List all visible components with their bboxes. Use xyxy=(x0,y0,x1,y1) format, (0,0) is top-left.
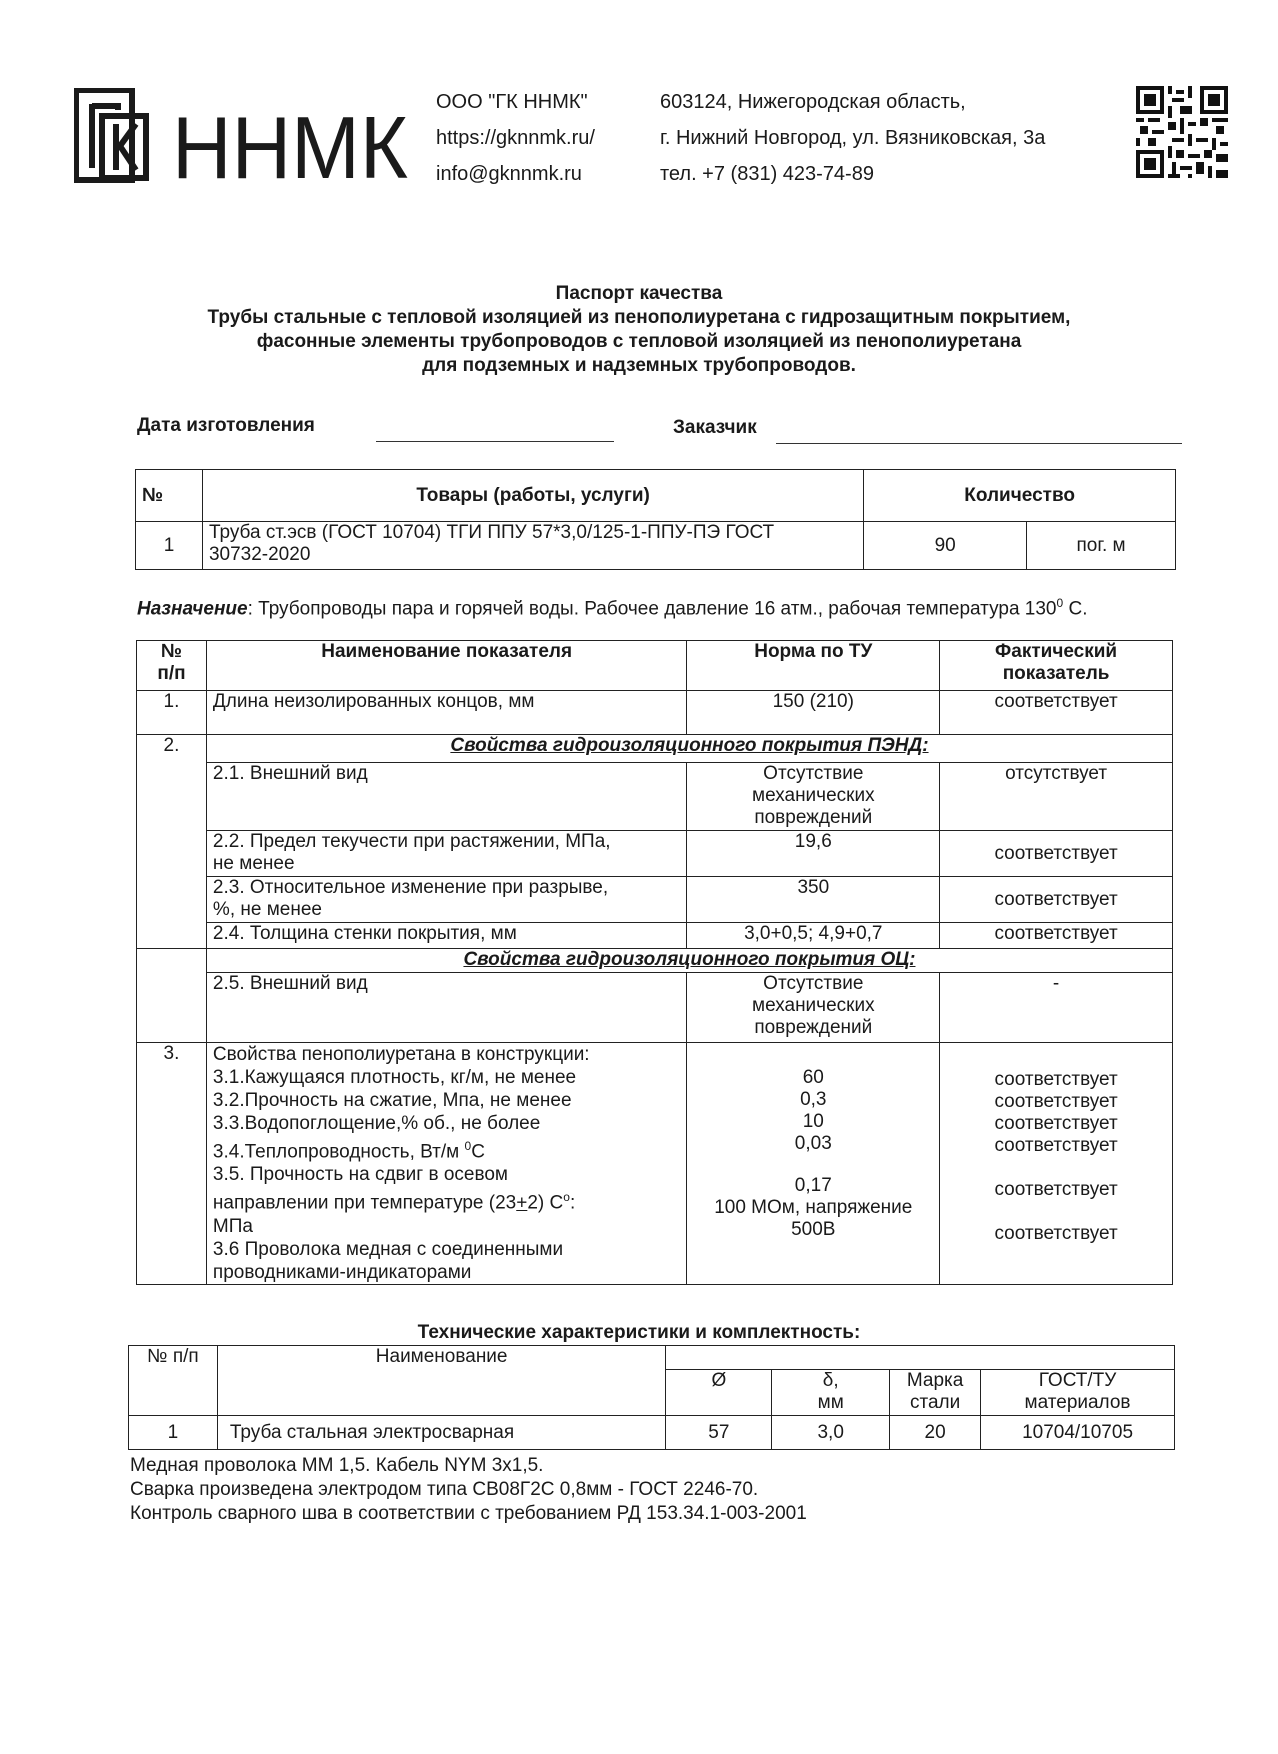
purpose-text: : Трубопроводы пара и горячей воды. Рабочее давление 16 атм., рабочая температура 130 xyxy=(247,598,1057,620)
tech-row-steel: 20 xyxy=(890,1416,981,1450)
header-line: материалов xyxy=(1024,1392,1131,1413)
purpose-label: Назначение xyxy=(137,598,248,620)
company-website[interactable]: https://gknnmk.ru/ xyxy=(436,127,595,149)
fact-line: соответствует xyxy=(994,1179,1118,1200)
spec-col-fact-2: показатель xyxy=(1002,663,1110,684)
norm-line: Отсутствие xyxy=(763,763,864,784)
tech-col-name: Наименование xyxy=(217,1346,666,1416)
name-line: 3.6 Проволока медная с соединенными xyxy=(212,1238,564,1260)
table-row xyxy=(137,1043,1173,1285)
tech-row-num: 1 xyxy=(129,1416,218,1450)
table-row xyxy=(137,831,1173,877)
name-line: не менее xyxy=(212,853,295,874)
name-text: : xyxy=(569,1192,576,1214)
section-title-oc: Свойства гидроизоляционного покрытия ОЦ: xyxy=(206,949,1172,973)
spec-row-fact: соответствует xyxy=(940,831,1173,877)
goods-row-name xyxy=(202,522,863,570)
spec-col-norm: Норма по ТУ xyxy=(687,641,940,691)
goods-row-num: 1 xyxy=(136,522,203,570)
col-goods-header: Товары (работы, услуги) xyxy=(202,470,863,522)
date-label: Дата изготовления xyxy=(137,415,315,436)
degree-sup: 0 xyxy=(464,1139,472,1153)
spec-row-fact xyxy=(940,1043,1173,1285)
norm-line: механических xyxy=(752,785,875,806)
name-line: МПа xyxy=(212,1215,253,1237)
spec-row-norm: 3,0+0,5; 4,9+0,7 xyxy=(687,923,940,949)
notes xyxy=(130,1454,807,1526)
spacer xyxy=(946,1043,1166,1069)
name-line: Свойства пенополиуретана в конструкции: xyxy=(212,1044,590,1065)
address-line-2: г. Нижний Новгород, ул. Вязниковская, 3а xyxy=(660,127,1046,149)
customer-label: Заказчик xyxy=(673,417,757,438)
tech-row-gost: 10704/10705 xyxy=(981,1416,1175,1450)
tech-row-diam: 57 xyxy=(666,1416,772,1450)
qr-code-icon xyxy=(1136,86,1228,178)
spec-row-fact: соответствует xyxy=(940,691,1173,735)
name-line: 3.5. Прочность на сдвиг в осевом xyxy=(212,1164,508,1186)
tech-col-num: № п/п xyxy=(129,1346,218,1416)
company-logo xyxy=(74,88,409,184)
customer-field[interactable] xyxy=(776,443,1182,444)
table-row xyxy=(137,691,1173,735)
name-line xyxy=(213,1186,680,1214)
company-phone: тел. +7 (831) 423-74-89 xyxy=(660,163,874,185)
spec-row-name xyxy=(206,877,686,923)
tech-table xyxy=(128,1345,1175,1450)
plusminus: + xyxy=(516,1192,528,1214)
spec-row-num: 1. xyxy=(137,691,207,735)
spec-row-norm: 19,6 xyxy=(687,831,940,877)
goods-name-line-1: Труба ст.эсв (ГОСТ 10704) ТГИ ППУ 57*3,0/125-1-ППУ-ПЭ ГОСТ xyxy=(208,522,775,543)
norm-line: 10 xyxy=(802,1111,824,1132)
table-row xyxy=(136,522,1176,570)
name-line xyxy=(213,1135,680,1163)
table-row xyxy=(137,923,1173,949)
spec-row-num: 3. xyxy=(137,1043,207,1285)
header-line: мм xyxy=(817,1392,844,1413)
spacer xyxy=(946,1157,1166,1179)
fact-line: соответствует xyxy=(994,1113,1118,1134)
norm-line: 0,3 xyxy=(800,1089,827,1110)
goods-row-qty: 90 xyxy=(864,522,1027,570)
title-line-4: для подземных и надземных трубопроводов. xyxy=(422,355,856,376)
goods-table xyxy=(135,469,1176,570)
header-line: стали xyxy=(909,1392,961,1413)
spec-table-header xyxy=(137,641,1173,691)
spec-table xyxy=(136,640,1173,1285)
spec-row-name: 2.5. Внешний вид xyxy=(206,973,686,1043)
spec-row-norm: 150 (210) xyxy=(687,691,940,735)
spec-row-fact: - xyxy=(940,973,1173,1043)
fact-line: соответствует xyxy=(994,1069,1118,1090)
section-header-oc xyxy=(137,949,1173,973)
tech-col-gost xyxy=(981,1370,1175,1416)
name-line: 3.2.Прочность на сжатие, Мпа, не менее xyxy=(212,1090,572,1111)
spec-row-name xyxy=(206,1043,686,1285)
spec-col-num-2: п/п xyxy=(157,663,186,684)
company-email[interactable]: info@gknnmk.ru xyxy=(436,163,582,185)
name-line: 2.2. Предел текучести при растяжении, МПа, xyxy=(212,831,611,852)
goods-name-line-2: 30732-2020 xyxy=(208,544,311,565)
tech-row-delta: 3,0 xyxy=(772,1416,890,1450)
norm-line: 500В xyxy=(791,1219,836,1240)
name-line: %, не менее xyxy=(212,899,322,920)
tech-row-name: Труба стальная электросварная xyxy=(217,1416,666,1450)
company-address xyxy=(660,84,1045,192)
norm-line: Отсутствие xyxy=(763,973,864,994)
spec-col-fact xyxy=(940,641,1173,691)
purpose-end: С. xyxy=(1063,598,1088,620)
spec-row-fact: соответствует xyxy=(940,877,1173,923)
spec-row-norm xyxy=(687,973,940,1043)
address-line-1: 603124, Нижегородская область, xyxy=(660,91,966,113)
col-num-header: № xyxy=(136,470,203,522)
spec-row-fact: соответствует xyxy=(940,923,1173,949)
table-row xyxy=(137,973,1173,1043)
norm-line: 60 xyxy=(802,1067,824,1088)
purpose-line xyxy=(137,596,1087,620)
spec-row-norm: 350 xyxy=(687,877,940,923)
tech-col-delta xyxy=(772,1370,890,1416)
company-name: ООО "ГК ННМК" xyxy=(436,91,588,113)
name-line: 3.3.Водопоглощение,% об., не более xyxy=(212,1113,541,1134)
name-text: 3.4.Теплопроводность, Вт/м xyxy=(212,1141,460,1163)
norm-line: повреждений xyxy=(754,1017,873,1038)
spacer xyxy=(693,1155,933,1175)
spec-row-name: 2.1. Внешний вид xyxy=(206,763,686,831)
purpose-degree: 0 xyxy=(1056,596,1064,610)
spec-col-num-1: № xyxy=(160,641,183,662)
name-line: проводниками-индикаторами xyxy=(212,1261,472,1283)
section-header-pe xyxy=(137,735,1173,763)
fact-line: соответствует xyxy=(994,1223,1118,1244)
header-line: δ, xyxy=(822,1370,839,1391)
table-row xyxy=(137,877,1173,923)
spec-row-name xyxy=(206,831,686,877)
spec-row-norm xyxy=(687,1043,940,1285)
tech-title: Технические характеристики и комплектность: xyxy=(417,1322,861,1343)
spec-col-fact-1: Фактический xyxy=(995,641,1118,662)
title-line-1: Паспорт качества xyxy=(555,283,723,304)
norm-line: 0,03 xyxy=(794,1133,832,1154)
tech-col-steel xyxy=(890,1370,981,1416)
spec-row-fact: отсутствует xyxy=(940,763,1173,831)
svg-text:ННМК: ННМК xyxy=(172,98,408,184)
name-text: С xyxy=(471,1141,485,1163)
spec-row-norm xyxy=(687,763,940,831)
title-line-2: Трубы стальные с тепловой изоляцией из пенополиуретана с гидрозащитным покрытием, xyxy=(207,307,1071,328)
tech-table-header-1 xyxy=(129,1346,1175,1370)
table-row xyxy=(129,1416,1175,1450)
norm-line: 100 МОм, напряжение xyxy=(714,1197,913,1218)
document-title xyxy=(0,282,1278,378)
note-line: Контроль сварного шва в соответствии с требованием РД 153.34.1-003-2001 xyxy=(130,1503,807,1524)
note-line: Медная проволока ММ 1,5. Кабель NYM 3х1,5. xyxy=(130,1455,544,1476)
spec-row-num-empty xyxy=(137,949,207,973)
fact-line: соответствует xyxy=(994,1135,1118,1156)
norm-line: механических xyxy=(752,995,875,1016)
spec-row-name: 2.4. Толщина стенки покрытия, мм xyxy=(206,923,686,949)
date-field[interactable] xyxy=(376,441,614,442)
table-row xyxy=(137,763,1173,831)
col-qty-header: Количество xyxy=(864,470,1176,522)
spec-col-num xyxy=(137,641,207,691)
degree-sup: о xyxy=(563,1190,570,1205)
spec-row-num: 2. xyxy=(137,735,207,949)
spacer xyxy=(946,1201,1166,1223)
name-line: 2.3. Относительное изменение при разрыве, xyxy=(212,877,609,898)
spec-row-name: Длина неизолированных концов, мм xyxy=(206,691,686,735)
title-line-3: фасонные элементы трубопроводов с тепловой изоляцией из пенополиуретана xyxy=(256,331,1022,352)
section-title-pe: Свойства гидроизоляционного покрытия ПЭНД: xyxy=(206,735,1172,763)
tech-col-diam: Ø xyxy=(666,1370,772,1416)
norm-line: 0,17 xyxy=(794,1175,832,1196)
header-line: ГОСТ/ТУ xyxy=(1038,1370,1117,1391)
norm-line: повреждений xyxy=(754,807,873,828)
tech-header-spacer xyxy=(666,1346,1175,1370)
spec-row-num-empty xyxy=(137,973,207,1043)
goods-table-header xyxy=(136,470,1176,522)
header-line: Марка xyxy=(906,1370,964,1391)
fact-line: соответствует xyxy=(994,1091,1118,1112)
name-text: 2) С xyxy=(527,1192,564,1214)
goods-row-unit: пог. м xyxy=(1027,522,1176,570)
name-text: направлении при температуре (23 xyxy=(212,1192,517,1214)
name-line: 3.1.Кажущаяся плотность, кг/м, не менее xyxy=(212,1067,577,1088)
company-contacts xyxy=(436,84,595,192)
note-line: Сварка произведена электродом типа СВ08Г2С 0,8мм - ГОСТ 2246-70. xyxy=(130,1479,759,1500)
spec-col-name: Наименование показателя xyxy=(206,641,686,691)
spacer xyxy=(693,1043,933,1067)
